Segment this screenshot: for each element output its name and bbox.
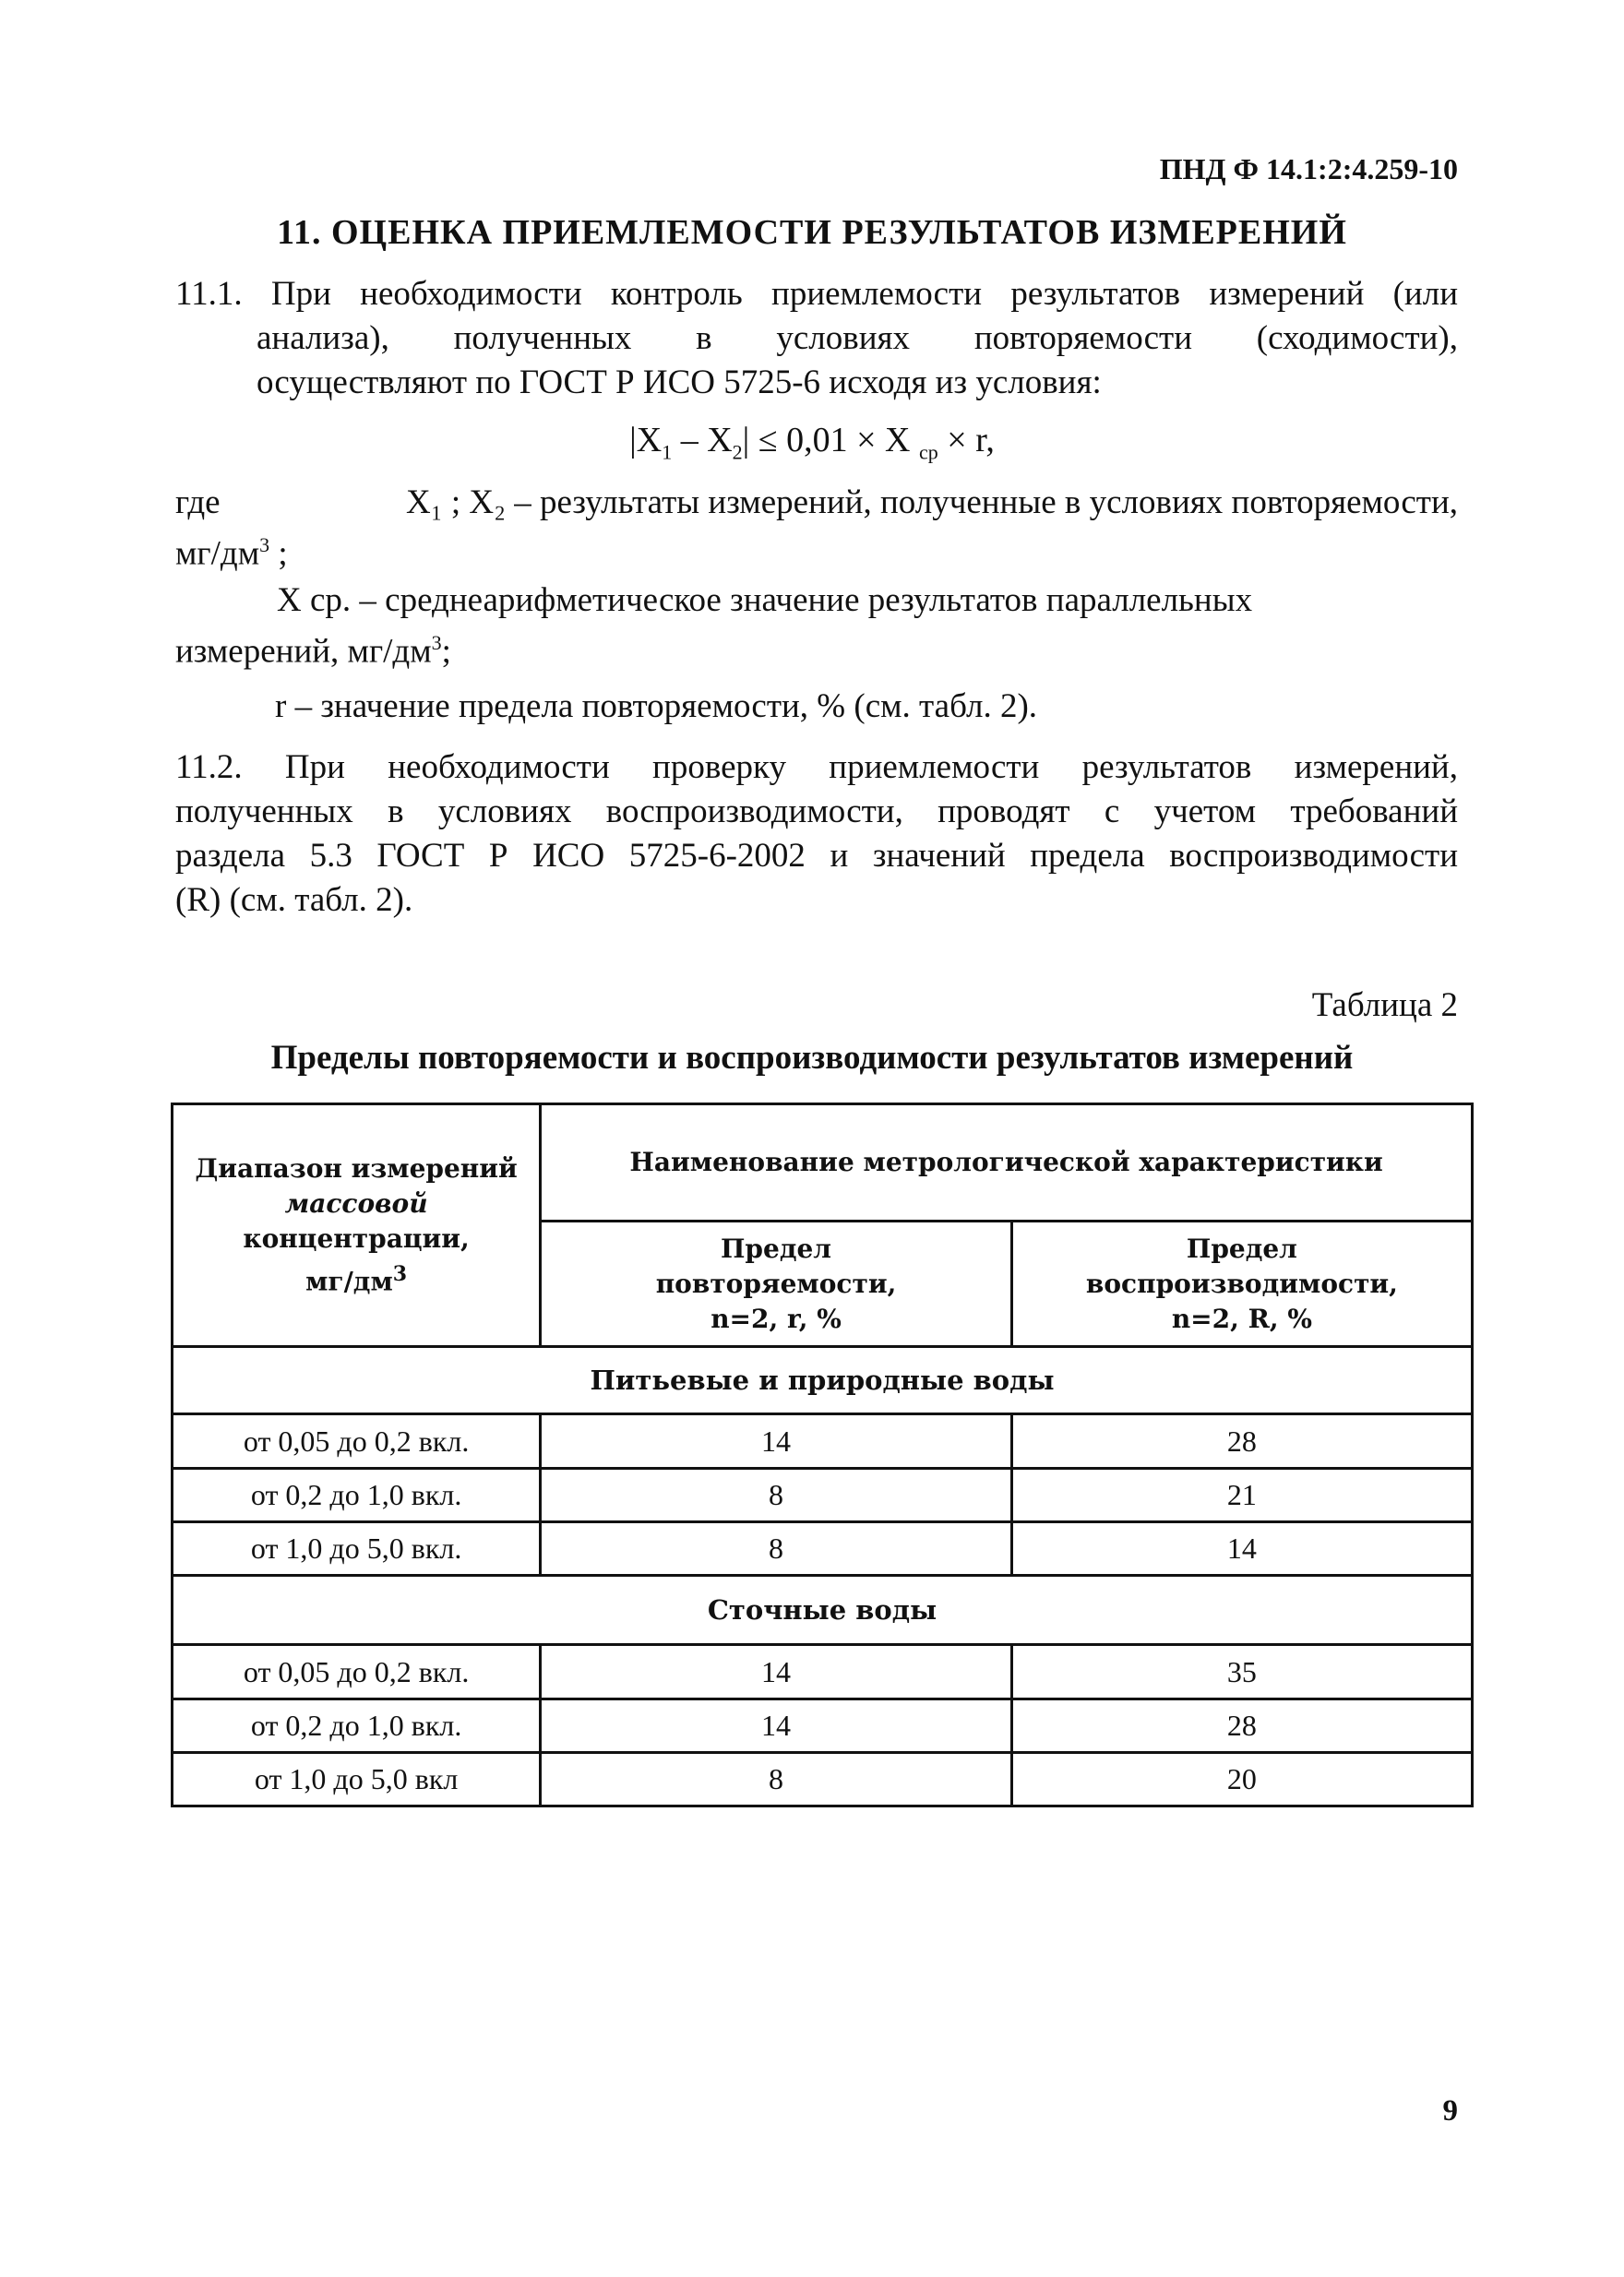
range-cell: от 0,2 до 1,0 вкл. (173, 1469, 541, 1522)
paragraph-11-1-line-3: осуществляют по ГОСТ Р ИСО 5725-6 исходя из условия: (257, 364, 1102, 401)
table-label: Таблица 2 (1311, 986, 1458, 1024)
reproducibility-cell: 28 (1011, 1699, 1472, 1753)
definition-x1-x2: где X₁ ; X₂ – результаты измерений, полученные в условиях повторяемости, $мг/дм^3$ ; (175, 483, 1458, 573)
range-cell: от 0,05 до 0,2 вкл. (173, 1645, 541, 1699)
section-title: 11. ОЦЕНКА ПРИЕМЛЕМОСТИ РЕЗУЛЬТАТОВ ИЗМЕРЕНИЙ (277, 213, 1347, 252)
reproducibility-cell: 14 (1011, 1522, 1472, 1576)
range-cell: от 1,0 до 5,0 вкл. (173, 1522, 541, 1576)
table-title: Пределы повторяемости и воспроизводимости результатов измерений (270, 1039, 1354, 1077)
header-range: Диапазон измерений массовой концентрации, $мг/дм^3$ (173, 1104, 541, 1347)
acceptance-formula: $|X_1 - X_2| \le 0,01 \times X$ $_{ср}$ × r, (629, 421, 995, 464)
reproducibility-cell: 20 (1011, 1753, 1472, 1806)
table-row (173, 1753, 1473, 1806)
paragraph-11-1 (175, 272, 1458, 405)
document-code: ПНД Ф 14.1:2:4.259-10 (1159, 152, 1458, 185)
repeatability-cell: 14 (541, 1699, 1012, 1753)
range-cell: от 1,0 до 5,0 вкл (173, 1753, 541, 1806)
where-word: где (175, 483, 221, 521)
header-repeatability: Предел повторяемости, n=2, r, % (541, 1222, 1012, 1347)
repeatability-cell: 14 (541, 1645, 1012, 1699)
paragraph-11-2-line-4: (R) (см. табл. 2). (175, 881, 413, 919)
header-metrological-characteristic: Наименование метрологической характеристики (541, 1104, 1473, 1222)
repeatability-cell: 14 (541, 1414, 1012, 1469)
definition-x1-x2-text: X₁ ; X₂ – результаты измерений, полученные в условиях повторяемости, (406, 483, 1458, 521)
repeatability-cell: 8 (541, 1753, 1012, 1806)
page-number: 9 (1442, 2094, 1458, 2128)
paragraph-11-2-line-1: 11.2. При необходимости проверку приемлемости результатов измерений, (175, 748, 1458, 786)
group-waste-water: Сточные воды (173, 1576, 1473, 1645)
table-row (173, 1469, 1473, 1522)
paragraph-11-1-line-2: анализа), полученных в условиях повторяемости (сходимости), (257, 319, 1458, 357)
table-row (173, 1699, 1473, 1753)
range-cell: от 0,2 до 1,0 вкл. (173, 1699, 541, 1753)
limits-table (171, 1103, 1474, 1807)
repeatability-cell: 8 (541, 1522, 1012, 1576)
paragraph-11-1-line-1: 11.1. При необходимости контроль приемлемости результатов измерений (или (175, 275, 1458, 313)
paragraph-11-2-line-2: полученных в условиях воспроизводимости, проводят с учетом требований (175, 793, 1458, 830)
definition-r: r – значение предела повторяемости, % (см. табл. 2). (275, 687, 1038, 725)
table-row (173, 1414, 1473, 1469)
repeatability-cell: 8 (541, 1469, 1012, 1522)
definition-x-avg: X ср. – среднеарифметическое значение результатов параллельных измерений, $мг/дм^3$; (175, 581, 1253, 671)
reproducibility-cell: 35 (1011, 1645, 1472, 1699)
group-drinking-natural-water: Питьевые и природные воды (173, 1347, 1473, 1414)
table-row (173, 1522, 1473, 1576)
paragraph-11-2-line-3: раздела 5.3 ГОСТ Р ИСО 5725-6-2002 и значений предела воспроизводимости (175, 837, 1458, 875)
reproducibility-cell: 21 (1011, 1469, 1472, 1522)
range-cell: от 0,05 до 0,2 вкл. (173, 1414, 541, 1469)
header-reproducibility: Предел воспроизводимости, n=2, R, % (1011, 1222, 1472, 1347)
paragraph-11-2 (175, 745, 1458, 923)
table-row (173, 1645, 1473, 1699)
reproducibility-cell: 28 (1011, 1414, 1472, 1469)
